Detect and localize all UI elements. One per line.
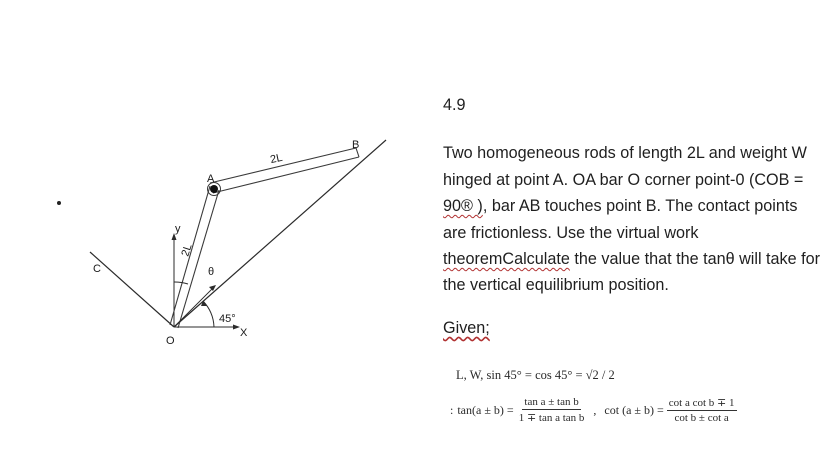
label-axis-x: X (240, 327, 248, 339)
tan-formula-numerator: tan a ± tan b (524, 396, 579, 408)
problem-text-part1: Two homogeneous rods of length 2L and weight W hinged at point A. OA bar O corner point-0 (COB = (443, 144, 807, 189)
tan-formula-lhs: tan(a ± b) = (457, 402, 514, 417)
label-angle-theta: θ (208, 266, 215, 278)
label-angle-45: 45° (219, 313, 236, 325)
label-point-c: C (93, 263, 101, 275)
x-axis-arrow (233, 325, 240, 330)
cot-formula-fraction (667, 396, 737, 424)
problem-text-part2: , bar AB touches point B. The contact points are frictionless. Use the virtual work (443, 197, 798, 242)
label-rod-ab-length: 2L (269, 151, 284, 167)
tan-formula-denominator: 1 ∓ tan a tan b (518, 412, 585, 424)
hinge-a (210, 185, 218, 193)
cot-formula-lhs: cot (a ± b) = (604, 402, 664, 417)
label-point-b: B (352, 139, 360, 151)
theta-arc (174, 282, 188, 284)
rod-oa-right-edge (178, 190, 219, 328)
tan-formula-fraction (517, 396, 587, 424)
problem-number: 4.9 (443, 96, 466, 114)
problem-text-part3: the value that the tanθ will take for the vertical equilibrium position. (443, 250, 821, 295)
rod-ab-top-edge (210, 148, 356, 183)
problem-text-column (443, 92, 823, 341)
rod-ab-bottom-edge (213, 157, 359, 193)
label-point-a: A (207, 173, 215, 185)
cot-formula-denominator: cot b ± cot a (674, 412, 729, 424)
problem-text-spell2: theoremCalculate (443, 250, 570, 269)
label-rod-oa-length: 2L (179, 242, 195, 258)
label-point-o: O (166, 335, 175, 347)
problem-text-spell1: 90® ) (443, 197, 483, 216)
given-line-1: L, W, sin 45° = cos 45° = √2 / 2 (456, 368, 615, 382)
given-label: Given; (443, 318, 490, 337)
given-prefix: : (450, 402, 454, 417)
label-axis-y: y (175, 223, 181, 235)
given-line-2 (450, 396, 740, 424)
cot-formula-numerator: cot a cot b ∓ 1 (668, 397, 735, 409)
formula-separator: , (593, 402, 597, 417)
problem-statement (443, 140, 823, 298)
left-wall-line (90, 252, 174, 327)
